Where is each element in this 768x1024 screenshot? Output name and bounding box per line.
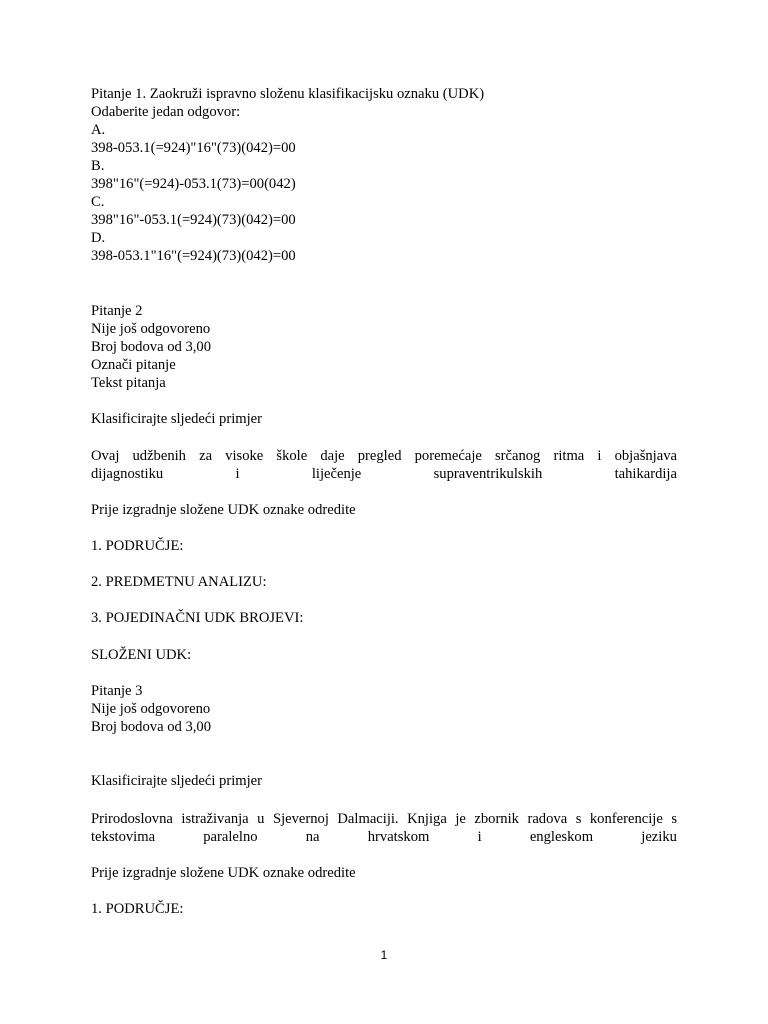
q2-title: Pitanje 2 (91, 303, 143, 319)
q3-title: Pitanje 3 (91, 683, 143, 699)
word: ritma (553, 448, 585, 464)
q2-status: Nije još odgovoreno (91, 321, 211, 337)
word: hrvatskom (367, 829, 430, 845)
word: za (199, 448, 213, 464)
word: Knjiga (407, 811, 447, 827)
q1-title: Pitanje 1. Zaokruži ispravno složenu klasifikacijsku oznaku (UDK) (91, 86, 485, 102)
word: s (671, 811, 677, 827)
word: radova (527, 811, 568, 827)
word: Prirodoslovna (91, 811, 173, 827)
q2-example-line-1 (91, 447, 677, 465)
q3-points: Broj bodova od 3,00 (91, 719, 211, 735)
q2-step-2: 2. PREDMETNU ANALIZU: (91, 574, 267, 590)
q3-prep: Prije izgradnje složene UDK oznake odredite (91, 865, 356, 881)
word: dijagnostiku (91, 466, 164, 482)
q1-option-a-text: 398-053.1(=924)"16"(73)(042)=00 (91, 140, 296, 156)
word: zbornik (474, 811, 519, 827)
word: Sjevernoj (272, 811, 329, 827)
word: s (575, 811, 582, 827)
q2-composite: SLOŽENI UDK: (91, 647, 192, 663)
q2-text-label: Tekst pitanja (91, 375, 166, 391)
word: i (597, 448, 602, 464)
q1-option-d-letter: D. (91, 230, 106, 246)
word: tahikardija (614, 466, 677, 482)
word: srčanog (494, 448, 541, 464)
word: i (477, 829, 482, 845)
q3-instruction: Klasificirajte sljedeći primjer (91, 773, 262, 789)
word: na (305, 829, 320, 845)
word: liječenje (311, 466, 362, 482)
q1-option-a-letter: A. (91, 122, 106, 138)
q2-step-3: 3. POJEDINAČNI UDK BROJEVI: (91, 610, 304, 626)
q1-option-d-text: 398-053.1"16"(=924)(73)(042)=00 (91, 248, 296, 264)
q1-prompt: Odaberite jedan odgovor: (91, 104, 241, 120)
word: engleskom (529, 829, 594, 845)
word: daje (320, 448, 345, 464)
word: visoke (225, 448, 264, 464)
word: tekstovima (91, 829, 156, 845)
q1-option-b-letter: B. (91, 158, 105, 174)
word: škole (276, 448, 308, 464)
word: konferencije (589, 811, 663, 827)
word: Ovaj (91, 448, 120, 464)
word: u (257, 811, 265, 827)
word: udžbenih (132, 448, 186, 464)
q2-example-line-2 (91, 465, 677, 483)
q1-option-c-text: 398"16"-053.1(=924)(73)(042)=00 (91, 212, 296, 228)
q2-instruction: Klasificirajte sljedeći primjer (91, 411, 262, 427)
page-number: 1 (380, 948, 388, 962)
q2-prep: Prije izgradnje složene UDK oznake odredite (91, 502, 356, 518)
q3-example-line-2 (91, 828, 677, 846)
word: Dalmaciji. (337, 811, 399, 827)
word: supraventrikulskih (433, 466, 543, 482)
word: jeziku (641, 829, 677, 845)
word: i (235, 466, 240, 482)
q3-step-1: 1. PODRUČJE: (91, 901, 184, 917)
word: pregled (357, 448, 402, 464)
word: paralelno (203, 829, 258, 845)
q2-flag: Označi pitanje (91, 357, 176, 373)
word: istraživanja (181, 811, 249, 827)
q2-points: Broj bodova od 3,00 (91, 339, 211, 355)
q1-option-c-letter: C. (91, 194, 105, 210)
word: objašnjava (614, 448, 677, 464)
q1-option-b-text: 398"16"(=924)-053.1(73)=00(042) (91, 176, 296, 192)
word: poremećaje (414, 448, 482, 464)
word: je (455, 811, 466, 827)
q3-status: Nije još odgovoreno (91, 701, 211, 717)
q3-example-line-1 (91, 810, 677, 828)
q2-step-1: 1. PODRUČJE: (91, 538, 184, 554)
